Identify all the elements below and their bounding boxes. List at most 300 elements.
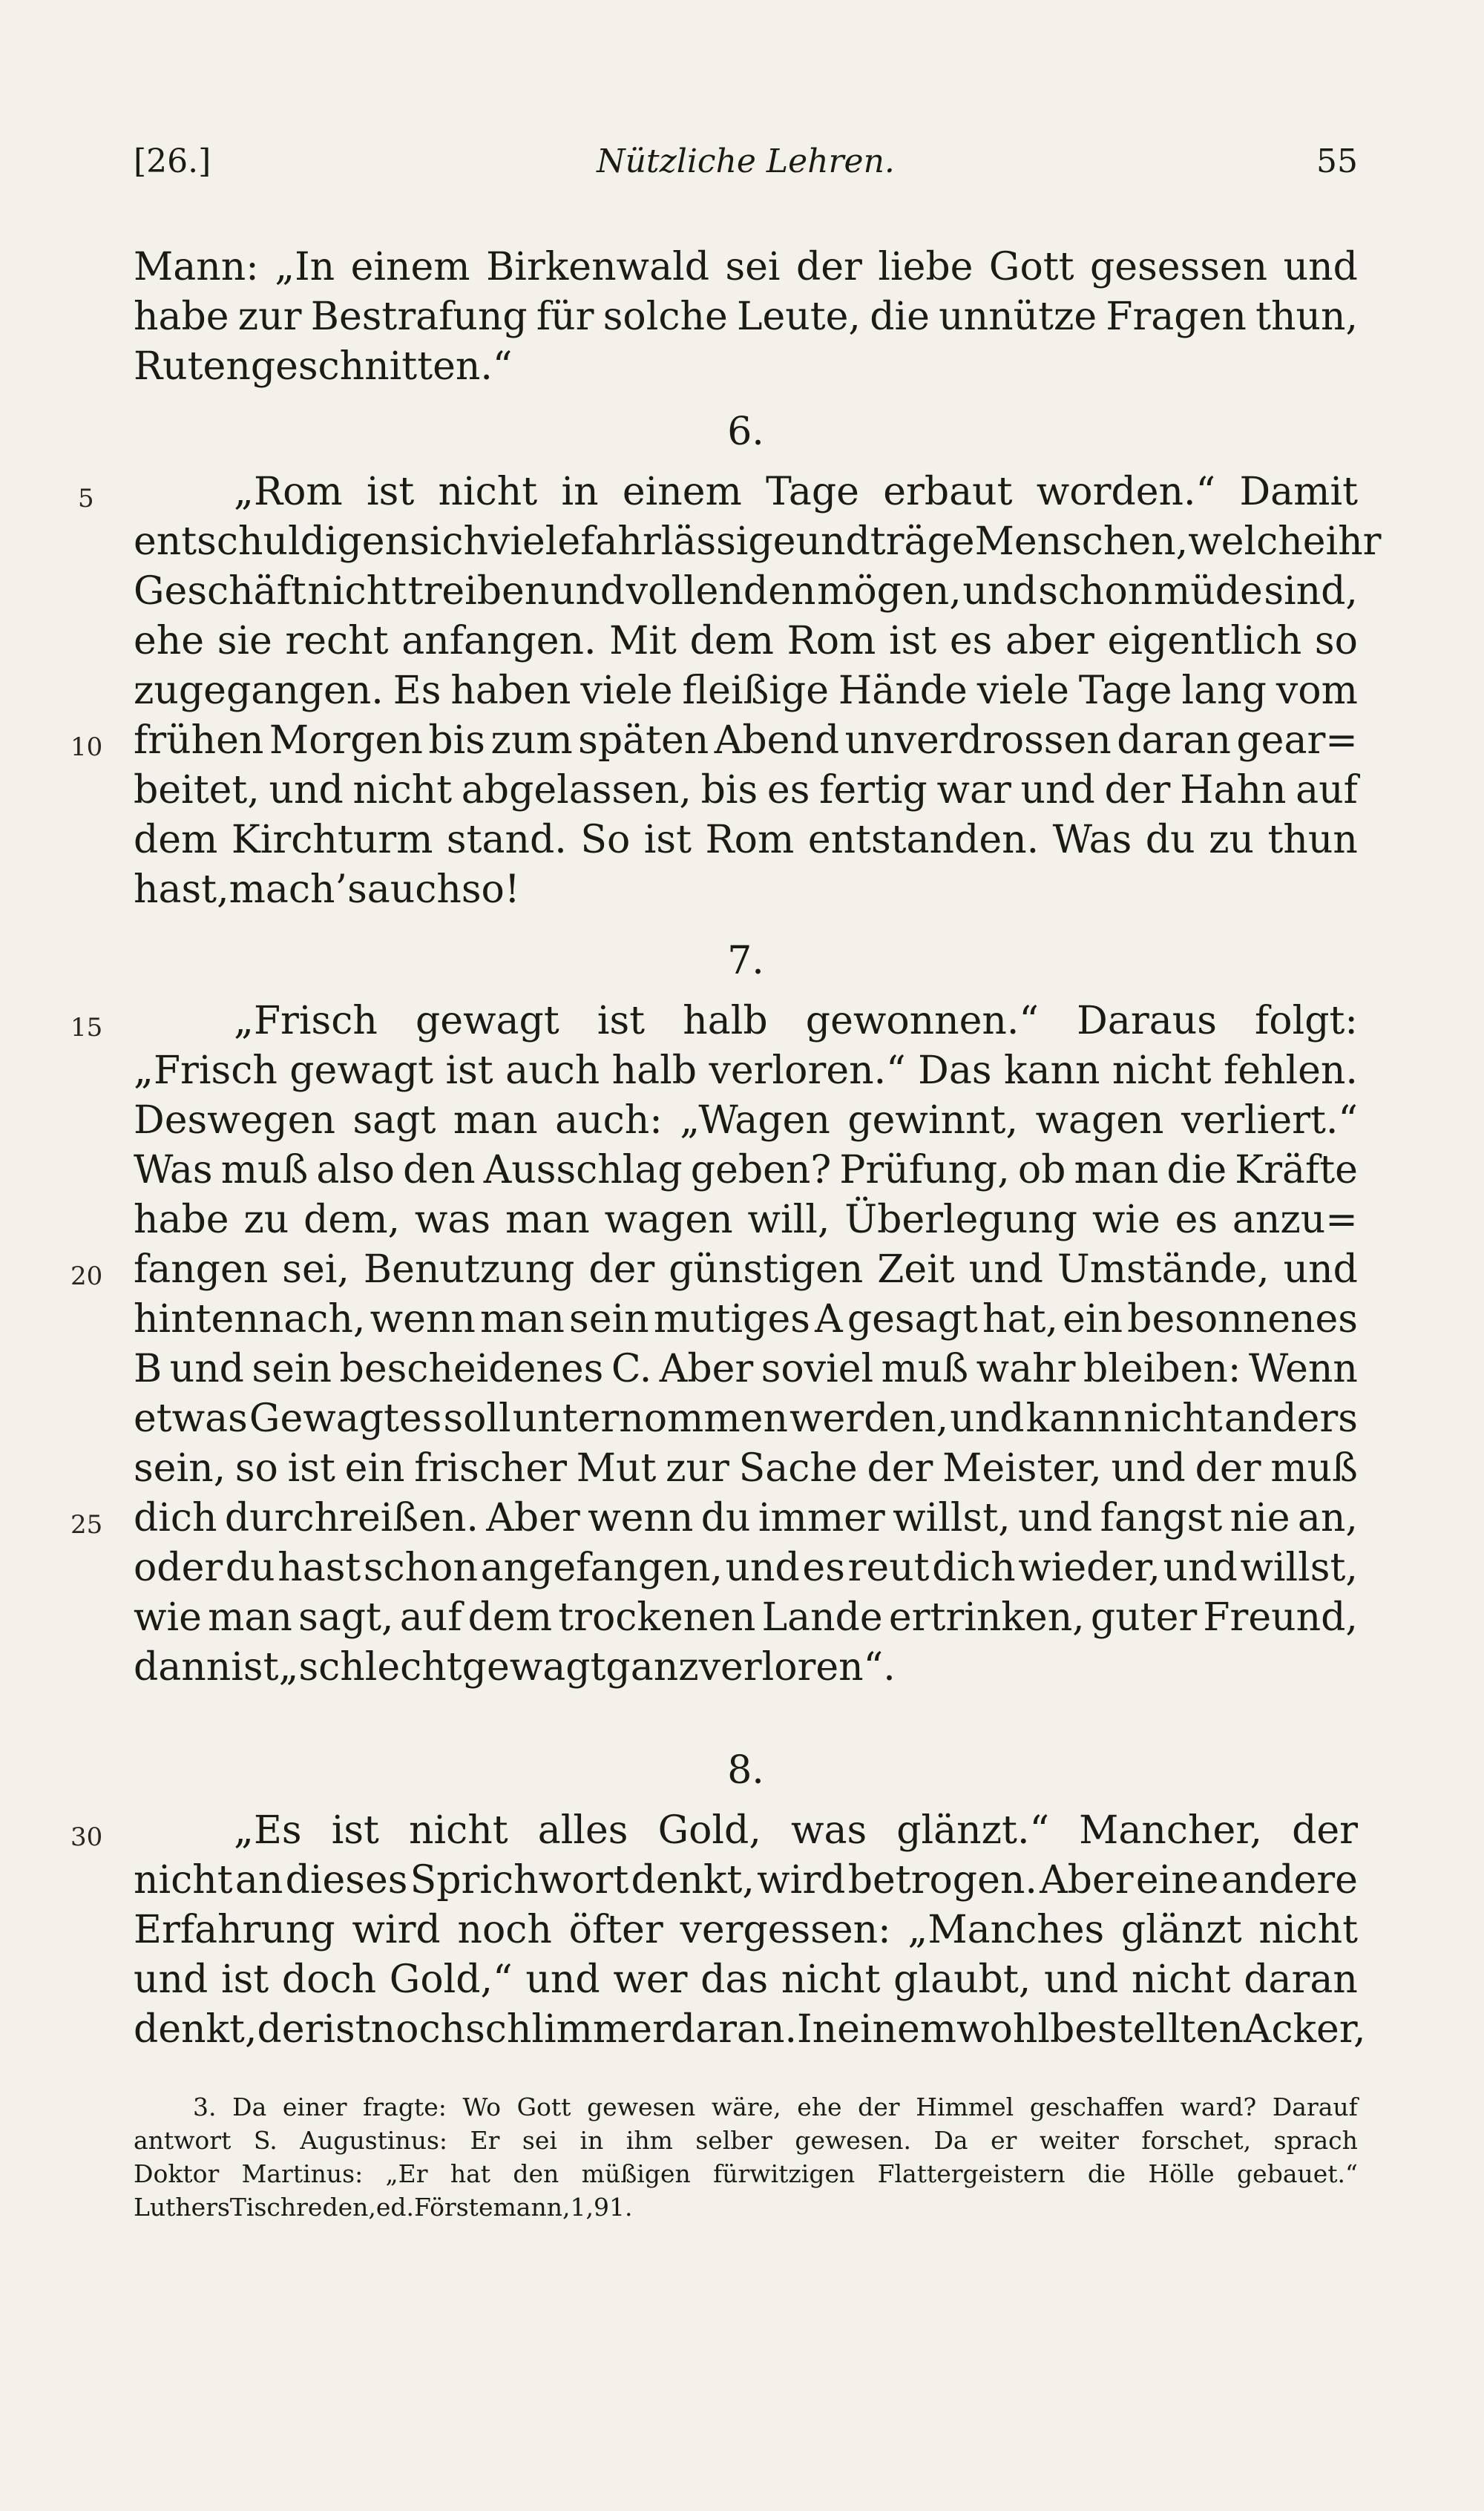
word: einem (350, 245, 470, 289)
word: gewagt (415, 999, 559, 1043)
word: Abend (714, 718, 840, 763)
word: Luthers (134, 2193, 230, 2222)
word: stand. (446, 818, 567, 862)
word: Wo (462, 2092, 502, 2121)
footnote-line (134, 2159, 1358, 2192)
word: und (795, 519, 870, 564)
word: Mann: (134, 245, 259, 289)
word: sei (522, 2126, 557, 2155)
word: auch (505, 1048, 600, 1093)
word: A (815, 1297, 843, 1342)
word: auf (399, 1595, 462, 1640)
word: Rom (705, 818, 795, 862)
word: zur (666, 1446, 729, 1491)
word: Martinus: (241, 2159, 364, 2188)
word: habe (134, 295, 229, 339)
text-line (134, 1546, 1358, 1592)
word: immer (758, 1496, 885, 1540)
word: gewagt (462, 1645, 606, 1690)
word: und (950, 1396, 1025, 1441)
word: fahrlässige (580, 519, 796, 564)
word: Deswegen (134, 1098, 335, 1143)
word: Ruten (134, 344, 251, 389)
text-line (134, 818, 1358, 864)
word: nicht (781, 1957, 881, 2002)
word: ed. (375, 2193, 415, 2222)
word: soviel (761, 1347, 874, 1391)
word: Augustinus: (300, 2126, 448, 2155)
word: und (134, 1957, 209, 2002)
word: geschnitten.“ (250, 344, 513, 389)
word: an (234, 1858, 283, 1903)
word: mach’s (229, 867, 367, 912)
word: B (134, 1347, 162, 1391)
word: gesagt (847, 1297, 978, 1342)
word: anders (1224, 1396, 1358, 1441)
word: muß (220, 1148, 309, 1192)
text-line (134, 1098, 1358, 1144)
word: ward? (1180, 2092, 1257, 2121)
word: nicht (1123, 1396, 1223, 1441)
text-line (134, 1645, 1358, 1691)
word: wohlbestellten (956, 2007, 1244, 2052)
word: Leute, (736, 295, 861, 339)
word: sein (252, 1347, 332, 1391)
word: muß (881, 1347, 969, 1391)
word: andere (1221, 1858, 1358, 1903)
word: Förstemann, (414, 2193, 571, 2222)
word: einer (282, 2092, 347, 2121)
word: Kirchturm (231, 818, 433, 862)
word: will, (747, 1198, 830, 1242)
word: es (766, 768, 810, 813)
word: Gott (988, 245, 1074, 289)
margin-line-number: 20 (70, 1261, 103, 1291)
word: einem (837, 2007, 957, 2052)
word: die (870, 295, 930, 339)
word: sind, (1264, 569, 1358, 614)
word: der (1292, 1808, 1358, 1853)
word: du (225, 1546, 275, 1590)
word: und (525, 1957, 600, 2002)
word: fehlen. (1223, 1048, 1358, 1093)
word: angefangen, (480, 1546, 723, 1590)
word: so! (461, 867, 520, 912)
word: hat (450, 2159, 491, 2188)
word: weiter (1039, 2126, 1119, 2155)
word: nicht (409, 1808, 508, 1853)
word: Mut (576, 1446, 657, 1491)
word: „Wagen (680, 1098, 830, 1143)
word: man (453, 1098, 538, 1143)
word: ist (445, 1048, 493, 1093)
word: Birkenwald (486, 245, 709, 289)
word: unverdrossen (844, 718, 1112, 763)
word: dich (932, 1546, 1016, 1590)
word: haben (450, 669, 571, 713)
word: wird (352, 1908, 441, 1952)
word: wie (134, 1595, 202, 1640)
word: vollenden (626, 569, 816, 614)
word: daran (1244, 1957, 1358, 2002)
word: man (480, 1297, 565, 1342)
word: bleiben: (1083, 1347, 1241, 1391)
word: fangen (134, 1247, 269, 1292)
word: 91. (593, 2193, 633, 2222)
word: kann (1025, 1396, 1123, 1441)
word: durchreißen. (224, 1496, 479, 1540)
word: nicht (134, 1858, 233, 1903)
word: Da (232, 2092, 267, 2121)
word: hintennach, (134, 1297, 366, 1342)
word: zugegangen. (134, 669, 384, 713)
word: man (505, 1198, 590, 1242)
word: dem, (303, 1198, 401, 1242)
word: Tage (766, 470, 859, 514)
word: worden.“ (1036, 470, 1216, 514)
word: Es (393, 669, 441, 713)
footnote-line (134, 2193, 1358, 2225)
margin-line-number: 25 (70, 1510, 103, 1540)
word: günstigen (669, 1247, 864, 1292)
word: Umstände, (1057, 1247, 1270, 1292)
word: sich (410, 519, 488, 564)
word: gewinnt, (847, 1098, 1018, 1143)
word: fragte: (363, 2092, 447, 2121)
word: man (1074, 1148, 1159, 1192)
text-line (134, 1957, 1358, 2003)
word: und (725, 1546, 800, 1590)
section-number-6: 6. (727, 410, 764, 454)
word: verliert.“ (1181, 1098, 1358, 1143)
word: lang (1181, 669, 1267, 713)
word: erbaut (883, 470, 1013, 514)
word: Lande (761, 1595, 883, 1640)
word: der (1104, 768, 1171, 813)
word: Damit (1239, 470, 1358, 514)
word: ehe (797, 2092, 842, 2121)
word: antwort (134, 2126, 232, 2155)
word: liebe (878, 245, 974, 289)
word: Erfahrung (134, 1908, 335, 1952)
word: Kräfte (1235, 1148, 1358, 1192)
word: auf (1296, 768, 1358, 813)
word: sagt, (298, 1595, 394, 1640)
word: daran (1117, 718, 1231, 763)
word: schon (363, 1546, 478, 1590)
word: alles (537, 1808, 628, 1853)
word: und (968, 1247, 1043, 1292)
word: müßigen (581, 2159, 691, 2188)
word: was (414, 1198, 491, 1242)
word: frühen (134, 718, 264, 763)
word: Freund, (1203, 1595, 1358, 1640)
word: noch (457, 1908, 552, 1952)
word: wagen (604, 1198, 733, 1242)
word: willst, (893, 1496, 1011, 1540)
text-line (134, 1396, 1358, 1442)
section-label: [26.] (134, 142, 211, 180)
word: werden, (789, 1396, 949, 1441)
word: ist (331, 1808, 379, 1853)
word: geben? (690, 1148, 832, 1192)
text-line (134, 1446, 1358, 1492)
word: hast (278, 1546, 361, 1590)
word: gewesen. (795, 2126, 911, 2155)
word: und (1283, 1247, 1358, 1292)
word: wie (1091, 1198, 1160, 1242)
word: Flattergeistern (877, 2159, 1066, 2188)
word: gewesen (587, 2092, 696, 2121)
word: bescheidenes (339, 1347, 604, 1391)
word: wagen (1035, 1098, 1164, 1143)
word: sei (725, 245, 781, 289)
word: und (269, 768, 344, 813)
word: Zeit (877, 1247, 955, 1292)
text-line (134, 867, 1358, 913)
word: gear= (1236, 718, 1358, 763)
word: Prüfung, (839, 1148, 1010, 1192)
running-title: Nützliche Lehren. (597, 142, 895, 180)
word: doch (281, 1957, 377, 2002)
word: ganz (605, 1645, 699, 1690)
word: 3. (193, 2092, 217, 2121)
text-line (134, 1347, 1358, 1393)
word: ob (1017, 1148, 1066, 1192)
word: ihm (626, 2126, 673, 2155)
word: viele (976, 669, 1069, 713)
word: So (580, 818, 631, 862)
word: zu (1209, 818, 1254, 862)
word: ist (597, 999, 646, 1043)
word: ihr (1325, 519, 1382, 564)
word: folgt: (1255, 999, 1358, 1043)
text-line (134, 1858, 1358, 1904)
word: du (700, 1496, 751, 1540)
word: der (795, 245, 862, 289)
word: „Manches (907, 1908, 1105, 1952)
footnote-line (134, 2092, 1358, 2125)
word: sie (217, 619, 272, 663)
word: man (208, 1595, 292, 1640)
word: Hände (838, 669, 968, 713)
word: ehe (134, 619, 205, 663)
word: und (1043, 1957, 1119, 2002)
text-line (134, 718, 1358, 764)
word: wer (613, 1957, 688, 2002)
word: Aber (1040, 1858, 1134, 1903)
word: Tage (1078, 669, 1172, 713)
word: Mit (609, 619, 677, 663)
word: schlimmer (465, 2007, 671, 2052)
word: kann (1003, 1048, 1100, 1093)
margin-line-number: 10 (70, 732, 103, 762)
word: fürwitzigen (713, 2159, 856, 2188)
word: Benutzung (363, 1247, 575, 1292)
word: wenn (370, 1297, 476, 1342)
word: du (1145, 818, 1195, 862)
word: und (1111, 1446, 1186, 1491)
text-line (134, 519, 1382, 565)
word: vergessen: (680, 1908, 891, 1952)
word: viele (488, 519, 581, 564)
word: Rom (787, 619, 876, 663)
word: es (1175, 1198, 1218, 1242)
word: sei, (282, 1247, 349, 1292)
word: auch (367, 867, 462, 912)
word: gewagt (289, 1048, 434, 1093)
word: Aber (659, 1347, 754, 1391)
word: müde (1153, 569, 1263, 614)
word: soll (443, 1396, 511, 1441)
word: unnütze (939, 295, 1097, 339)
word: ist (643, 818, 692, 862)
word: der (867, 1446, 933, 1491)
word: und (550, 569, 626, 614)
word: war (936, 768, 1011, 813)
word: glänzt.“ (896, 1808, 1050, 1853)
word: unternommen (512, 1396, 788, 1441)
word: glänzt (1120, 1908, 1242, 1952)
word: es (802, 1546, 845, 1590)
word: Darauf (1272, 2092, 1358, 2121)
word: dem (689, 619, 774, 663)
word: nicht (307, 569, 407, 614)
word: Aber (486, 1496, 580, 1540)
word: schon (1038, 569, 1153, 614)
word: Wenn (1248, 1347, 1358, 1391)
text-line (134, 1908, 1358, 1954)
word: eigentlich (1107, 619, 1302, 663)
word: dem (134, 818, 218, 862)
text-line (134, 569, 1358, 615)
word: anzu= (1232, 1198, 1358, 1242)
word: Gott (516, 2092, 571, 2121)
word: halb (683, 999, 768, 1043)
margin-line-number: 15 (70, 1013, 103, 1043)
word: Überlegung (844, 1198, 1077, 1242)
word: gebauet.“ (1237, 2159, 1358, 2188)
word: Das (918, 1048, 992, 1093)
word: der (257, 2007, 324, 2052)
word: also (316, 1148, 395, 1192)
word: Morgen (269, 718, 423, 763)
text-line (134, 245, 1358, 291)
text-line (134, 1148, 1358, 1194)
word: Tischreden, (229, 2193, 376, 2222)
word: was (790, 1808, 867, 1853)
word: der (1195, 1446, 1261, 1491)
text-line (134, 1247, 1358, 1293)
word: Himmel (916, 2092, 1014, 2121)
word: etwas (134, 1396, 248, 1441)
word: mutiges (653, 1297, 810, 1342)
word: recht (285, 619, 389, 663)
word: öfter (568, 1908, 663, 1952)
word: der (588, 1247, 655, 1292)
word: fertig (819, 768, 928, 813)
word: Hahn (1180, 768, 1287, 813)
word: an, (1297, 1496, 1358, 1540)
word: wäre, (711, 2092, 781, 2121)
word: in (561, 470, 599, 514)
word: C. (611, 1347, 652, 1391)
word: in (580, 2126, 604, 2155)
word: und (1283, 245, 1358, 289)
word: Sache (738, 1446, 858, 1491)
word: Was (134, 1148, 213, 1192)
word: die (1087, 2159, 1126, 2188)
word: ist (231, 1645, 279, 1690)
word: entschuldigen (134, 519, 410, 564)
word: zum (490, 718, 573, 763)
word: und (1163, 1546, 1238, 1590)
word: nicht (1131, 1957, 1231, 2002)
word: nie (1229, 1496, 1290, 1540)
word: ist (323, 2007, 371, 2052)
word: nicht (352, 768, 453, 813)
word: 1, (570, 2193, 594, 2222)
word: nicht (1258, 1908, 1358, 1952)
word: bis (700, 768, 758, 813)
word: besonnenes (1127, 1297, 1358, 1342)
word: und (1018, 1496, 1093, 1540)
text-line (134, 999, 1358, 1045)
word: frischer (414, 1446, 567, 1491)
word: denkt, (631, 1858, 755, 1903)
page-number: 55 (1316, 142, 1358, 180)
word: verloren“. (698, 1645, 896, 1690)
word: gesessen (1090, 245, 1268, 289)
word: muß (1270, 1446, 1358, 1491)
word: beitet, (134, 768, 260, 813)
word: und (1020, 768, 1095, 813)
word: nicht (438, 470, 538, 514)
word: ein (344, 1446, 405, 1491)
word: „schlecht (278, 1645, 462, 1690)
word: guter (1090, 1595, 1198, 1640)
running-header (134, 142, 1358, 202)
text-line (134, 344, 1358, 390)
word: „Frisch (134, 1048, 278, 1093)
footnote-line (134, 2126, 1358, 2159)
word: treiben (407, 569, 550, 614)
word: halb (611, 1048, 697, 1093)
word: für (536, 295, 594, 339)
word: den (513, 2159, 559, 2188)
text-line (134, 1808, 1358, 1854)
word: entstanden. (807, 818, 1040, 862)
word: dem (467, 1595, 553, 1640)
word: noch (370, 2007, 466, 2052)
word: dieses (285, 1858, 408, 1903)
word: es (949, 619, 993, 663)
word: fleißige (682, 669, 829, 713)
word: daran. (670, 2007, 798, 2052)
word: Da (933, 2126, 968, 2155)
word: oder (134, 1546, 223, 1590)
word: nicht (1112, 1048, 1212, 1093)
word: anfangen. (401, 619, 597, 663)
text-line (134, 2007, 1366, 2053)
word: späten (578, 718, 709, 763)
section-number-7: 7. (727, 939, 764, 983)
word: auch: (555, 1098, 663, 1143)
word: Geschäft (134, 569, 306, 614)
word: ist (889, 619, 937, 663)
word: „Er (385, 2159, 428, 2188)
text-line (134, 669, 1358, 715)
